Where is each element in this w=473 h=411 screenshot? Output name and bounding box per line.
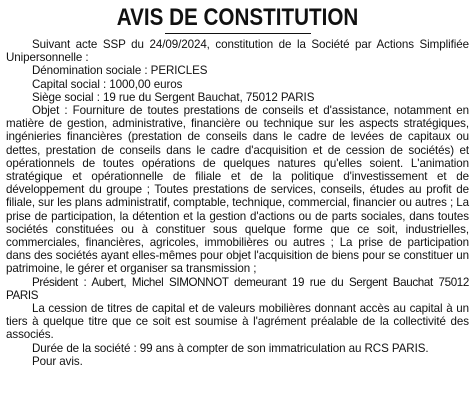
paragraph-registered-office: Siège social : 19 rue du Sergent Bauchat, 75012 PARIS: [32, 90, 315, 104]
paragraph-object: Objet : Fourniture de toutes prestations de conseils et d'assistance, notamment en matière de gestion, administrative, financière ou technique sur les aspects stratégiques, ingénieries financières (prestation de conseils dans le cadre de levées de capitaux ou dettes, prestation de conseils dans le cadre d'acquisition et de cession de sociétés) et opérationnels de toutes opérations de quelques natures qu'elles soient. L'animation stratégique et opérationnelle de filiale et de la politique d'investissement et de développement du groupe ; Toutes prestations de services, conseils, études au profit de filiale, sur les plans administratif, comptable, technique, commercial, financier ou autres ; La prise de participation, la détention et la gestion d'actions ou de parts sociales, dans toutes sociétés constituées ou à constituer sous quelque forme que ce soit, industrielles, commerciales, financières, agricoles, immobilières ou autres ; La prise de participation dans des sociétés ayant elles-mêmes pour objet l'acquisition de biens pour se constituer un patrimoine, le gérer et organiser sa transmission ;: [6, 104, 469, 276]
paragraph-president: Président : Aubert, Michel SIMONNOT demeurant 19 rue du Sergent Bauchat 75012 PARIS: [6, 275, 469, 302]
paragraph-share-transfer: La cession de titres de capital et de valeurs mobilières donnant accès au capital à un tiers à quelque titre que ce soit est soumise à l'agrément préalable de la collectivité des associés.: [6, 302, 469, 342]
notice-body: [6, 38, 469, 368]
paragraph-company-name: Dénomination sociale : PERICLES: [32, 64, 208, 78]
paragraph-capital: Capital social : 1000,00 euros: [32, 77, 183, 91]
paragraph-duration: Durée de la société : 99 ans à compter de son immatriculation au RCS PARIS.: [32, 341, 429, 355]
title-underline: [165, 33, 311, 34]
paragraph-closing: Pour avis.: [32, 354, 83, 368]
notice-title: AVIS DE CONSTITUTION: [116, 4, 359, 31]
paragraph-constitution: Suivant acte SSP du 24/09/2024, constitution de la Société par Actions Simplifiée Unipersonnelle :: [6, 38, 469, 65]
